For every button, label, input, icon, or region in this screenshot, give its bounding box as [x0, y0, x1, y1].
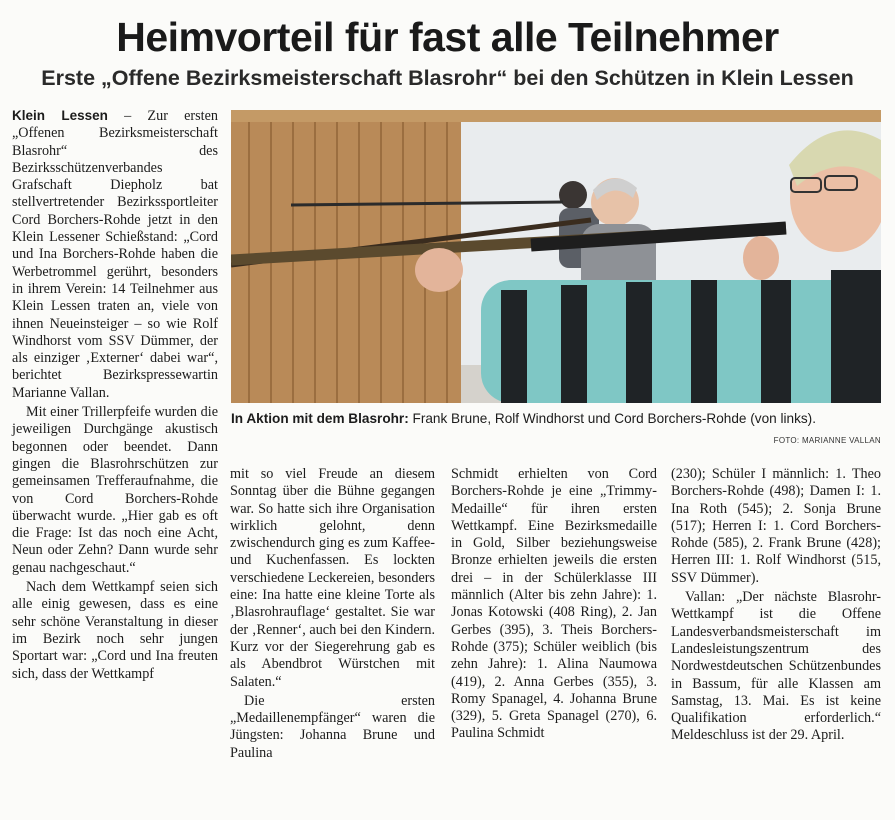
dateline: Klein Lessen [12, 108, 108, 123]
article-photo [231, 110, 881, 403]
results-paragraph: (230); Schüler I männlich: 1. Theo Borchers-Rohde (498); Damen I: 1. Ina Roth (545); 2. Sonja Brune (517); Herren I: 1. Cord Borchers-Rohde (585), 2. Frank Brune (428); Herren III: 1. Rolf Windhorst (515, SSV Dümmer). [671, 466, 881, 586]
caption-lead: In Aktion mit dem Blasrohr: [231, 411, 409, 426]
paragraph: Mit einer Trillerpfeife wurden die jeweiligen Durchgänge akustisch begonnen oder beendet. Dann gingen die Blasrohrschützen zur gemeinsamen Trefferaufnahme, die von Cord Borchers-Rohde überwacht wurde. „Hier gab es oft die Frage: Ist das noch eine Acht, Neun oder Zehn? Dann wurde sehr genau nachgeschaut.“ [12, 404, 218, 576]
paragraph: Die ersten „Medaillenempfänger“ waren die Jüngsten: Johanna Brune und Paulina [230, 692, 435, 761]
article-column-1 [12, 107, 218, 685]
lead-text: – Zur ersten „Offenen Bezirksmeisterschaft Blasrohr“ des Bezirksschützenverbandes Grafschaft Diepholz bat stellvertretender Bezirkssportleiter Cord Borchers-Rohde jetzt in den Klein Lessener Schießstand: „Cord und Ina Borchers-Rohde haben die Werbetrommel gerührt, besonders in ihrem Verein: 14 Teilnehmer aus Klein Lessen traten an, viele von ihnen Neueinsteiger – so wie Rolf Windhorst vom SSV Dümmer, der als einziger ‚Externer‘ dabei war“, berichtet Bezirkspressewartin Marianne Vallan. [12, 108, 218, 401]
paragraph: mit so viel Freude an diesem Sonntag über die Bühne gegangen war. So hatte sich ihre Organisation wirklich gelohnt, denn zwischendurch ging es zum Kaffee- und Kuchenfassen. Es lockten verschiedene Leckereien, besonders eine: Ina hatte eine kleine Torte als ‚Blasrohrauflage‘ gestaltet. Sie war der ‚Renner‘, auch bei den Kindern. Kurz vor der Siegerehrung gab es als Abendbrot Würstchen mit Salaten.“ [230, 466, 435, 690]
article-column-3 [451, 466, 657, 745]
photo-illustration [231, 110, 881, 403]
lead-paragraph [12, 107, 218, 402]
photo-credit: FOTO: MARIANNE VALLAN [773, 436, 881, 445]
shooter-front [481, 280, 881, 403]
paragraph: Vallan: „Der nächste Blasrohr-Wettkampf ist die Offene Landesverbandsmeisterschaft im Landesleistungszentrum des Nordwestdeutschen Schützenbundes in Bassum, für alle Klassen am Samstag, 13. Mai. Es ist keine Qualifikation erforderlich.“ Meldeschluss ist der 29. April. [671, 589, 881, 744]
paragraph: Nach dem Wettkampf seien sich alle einig gewesen, dass es eine sehr schöne Veranstaltung in dieser im Bezirk noch sehr jungen Sportart war: „Cord und Ina freuten sich, dass der Wettkampf [12, 579, 218, 682]
caption-text: Frank Brune, Rolf Windhorst und Cord Borchers-Rohde (von links). [408, 411, 816, 426]
article-column-2 [230, 466, 435, 764]
photo-caption [231, 410, 881, 427]
hand [415, 248, 463, 292]
headline: Heimvorteil für fast alle Teilnehmer [116, 14, 779, 60]
article-column-4 [671, 466, 881, 747]
results-paragraph: Schmidt erhielten von Cord Borchers-Rohde je eine „Trimmy-Medaille“ für ihren ersten Wettkampf. Eine Bezirksmedaille in Gold, Silber beziehungsweise Bronze erhielten jeweils die ersten drei – in der Schülerklasse III männlich (Alter bis zehn Jahre): 1. Jonas Kotowski (408 Ring), 2. Jan Gerbes (395), 3. Theis Borchers-Rohde (375); Schüler weiblich (bis zehn Jahre): 1. Alina Naumowa (419), 2. Anna Gerbes (355), 3. Romy Spanagel, 4. Johanna Brune (329), 5. Greta Spanagel (270), 6. Paulina Schmidt [451, 466, 657, 742]
subheadline: Erste „Offene Bezirksmeisterschaft Blasrohr“ bei den Schützen in Klein Lessen [41, 66, 854, 90]
